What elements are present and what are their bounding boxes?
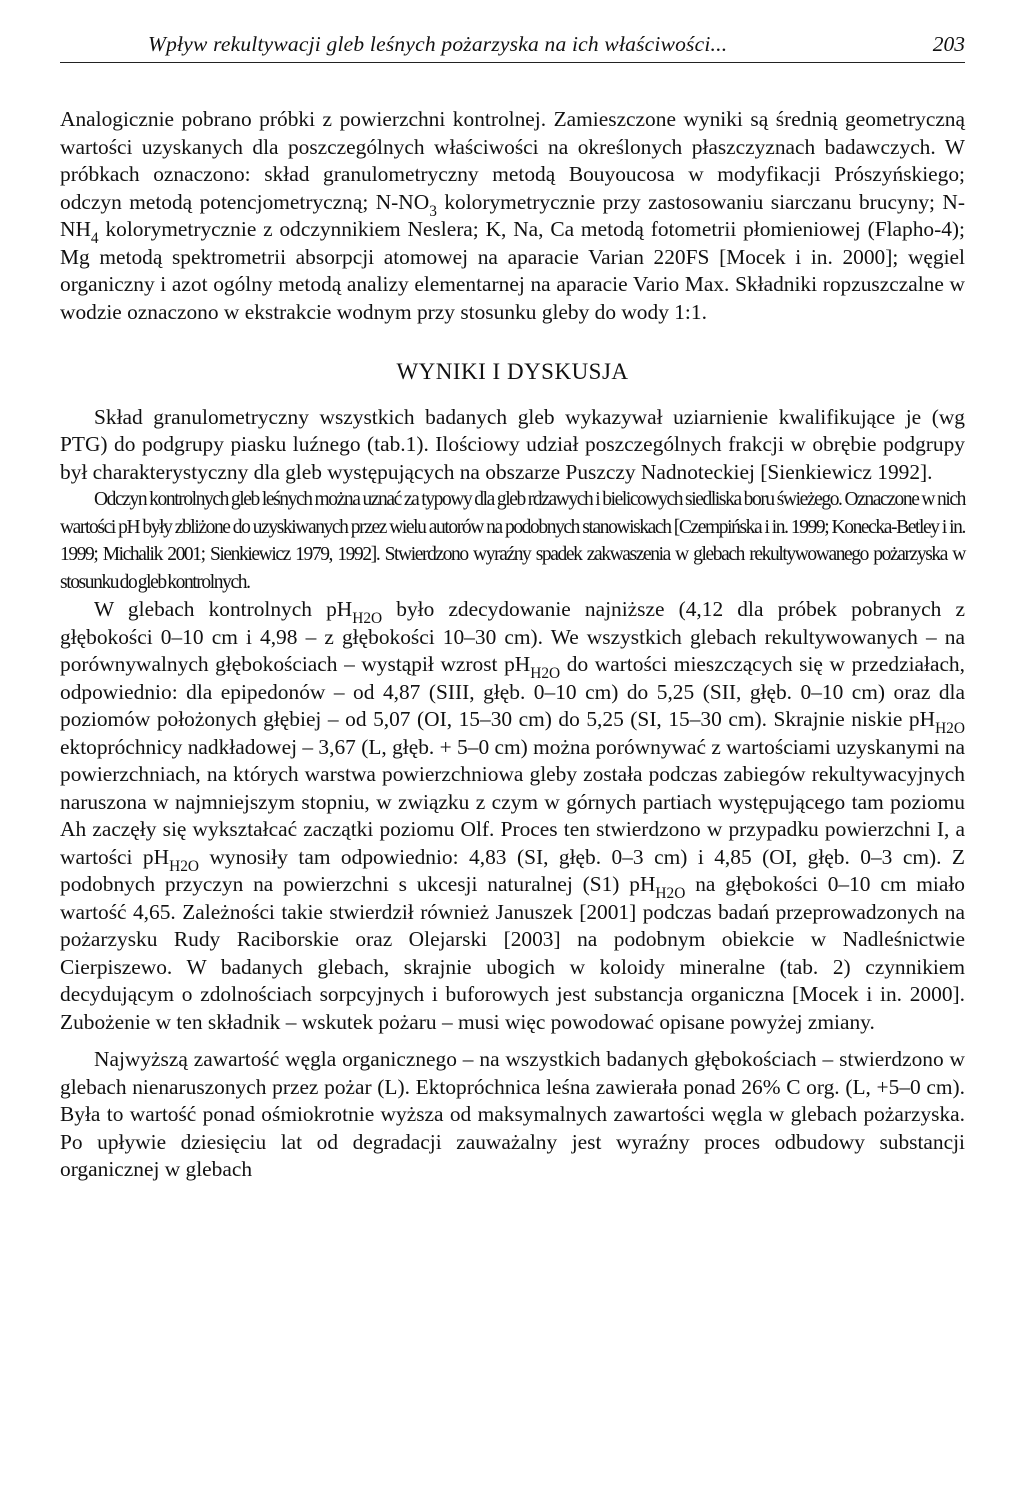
running-title: Wpływ rekultywacji gleb leśnych pożarzyska na ich właściwości... xyxy=(148,32,728,56)
paragraph-gap xyxy=(60,1036,965,1046)
subscript: H2O xyxy=(935,719,965,737)
subscript: H2O xyxy=(530,664,561,682)
subscript: H2O xyxy=(352,609,383,627)
paragraph-reaction: Odczyn kontrolnych gleb leśnych można uznać za typowy dla gleb rdzawych i bielicowych siedliska boru świeżego. Oznaczone w nich wartości pH były zbliżone do uzyskiwanych przez wielu autorów na podobnych stanowiskach [Czempińska i in. 1999; Konecka-Betley i in. 1999; Michalik 2001; Sienkiewicz 1979, 1992]. Stwierdzono wyraźny spadek zakwaszenia w glebach rekultywowanego pożarzyska w stosunku do gleb kontrolnych. xyxy=(60,489,965,593)
subscript: 3 xyxy=(429,202,437,220)
page xyxy=(60,28,965,1181)
paragraph-carbon: Najwyższą zawartość węgla organicznego – na wszystkich badanych głębokościach – stwierdzono w glebach nienaruszonych przez pożar (L). Ektopróchnica leśna zawierała ponad 26% C org. (L, +5–0 cm). Była to wartość ponad ośmiokrotnie wyższa od maksymalnych zawartości węgla w glebach pożarzyska. Po upływie dziesięciu lat od degradacji zauważalny jest wyraźny proces odbudowy substancji organicznej w glebach xyxy=(60,1047,965,1181)
subscript: H2O xyxy=(169,857,200,875)
paragraph-ph xyxy=(60,596,965,1036)
text-run: ektopróchnicy nadkładowej – 3,67 (L, głęb. + 5–0 cm) można porównywać z wartościami uzyskanymi na powierzchniach, na których warstwa powierzchniowa gleby została podczas zabiegów rekultywacyjnych naruszona w najmniejszym stopniu, w związku z czym w górnych partiach występującego tam poziomu Ah zaczęły się wykształcać zaczątki poziomu Olf. Proces ten stwierdzono w przypadku powierzchni I, a wartości pH xyxy=(60,734,965,869)
text-run: na głębokości 0–10 cm miało wartość 4,65. Zależności takie stwierdził również Januszek [2001] podczas badań przeprowadzonych na pożarzysku Rudy Raciborskie oraz Olejarski [2003] na podobnym obiekcie w Nadleśnictwie Cierpiszewo. W badanych glebach, skrajnie ubogich w koloidy mineralne (tab. 2) czynnikiem decydującym o zdolnościach sorpcyjnych i buforowych jest substancja organiczna [Mocek i in. 2000]. Zubożenie w ten składnik – wskutek pożaru – musi więc powodować opisane powyżej zmiany. xyxy=(60,872,965,1034)
subscript: H2O xyxy=(655,884,686,902)
text-run: Analogicznie pobrano próbki z powierzchni kontrolnej. Zamieszczone wyniki są średnią geometryczną wartości uzyskanych dla poszczególnych właściwości na określonych płaszczyznach badawczych. W próbkach oznaczono: skład granulometryczny metodą Bouyoucosa w modyfikacji Prószyńskiego; odczyn metodą potencjometryczną; N-NO xyxy=(60,107,965,214)
body-text xyxy=(60,106,965,1184)
text-run: do wartości mieszczących się w przedziałach, odpowiednio: dla epipedonów – od 4,87 (SIII, głęb. 0–10 cm) do 5,25 (SII, głęb. 0–10 cm) oraz dla poziomów położonych głębiej – od 5,07 (OI, 15–30 cm) do 5,25 (SI, 15–30 cm). Skrajnie niskie pH xyxy=(60,652,965,731)
paragraph-granulometry: Skład granulometryczny wszystkich badanych gleb wykazywał uziarnienie kwalifikujące je (wg PTG) do podgrupy piasku luźnego (tab.1). Ilościowy udział poszczególnych frakcji w obrębie podgrupy był charakterystyczny dla gleb występujących na obszarze Puszczy Nadnoteckiej [Sienkiewicz 1992]. xyxy=(60,404,965,484)
paragraph-methods xyxy=(60,106,965,326)
page-number: 203 xyxy=(932,32,965,56)
text-run: kolorymetrycznie z odczynnikiem Neslera; K, Na, Ca metodą fotometrii płomieniowej (Flapho-4); Mg metodą spektrometrii absorpcji atomowej na aparacie Varian 220FS [Mocek i in. 2000]; węgiel organiczny i azot ogólny metodą analizy elementarnej na aparacie Vario Max. Składniki ropzuszczalne w wodzie oznaczono w ekstrakcie wodnym przy stosunku gleby do wody 1:1. xyxy=(60,217,965,324)
text-run: wynosiły tam odpowiednio: 4,83 (SI, głęb. 0–3 cm) i 4,85 (OI, głęb. 0–3 cm). Z podobnych przyczyn na powierzchni s ukcesji naturalnej (S1) pH xyxy=(60,844,965,896)
running-header xyxy=(60,28,965,63)
text-run: było zdecydowanie najniższe (4,12 dla próbek pobranych z głębokości 0–10 cm i 4,98 – z głębokości 10–30 cm). We wszystkich glebach rekultywowanych – na porównywalnych głębokościach – wystąpił wzrost pH xyxy=(60,597,965,676)
subscript: 4 xyxy=(90,229,99,247)
text-run: kolorymetrycznie przy zastosowaniu siarczanu brucyny; N-NH xyxy=(60,189,965,241)
section-heading: WYNIKI I DYSKUSJA xyxy=(396,359,629,384)
text-run: W glebach kontrolnych pH xyxy=(94,597,353,621)
